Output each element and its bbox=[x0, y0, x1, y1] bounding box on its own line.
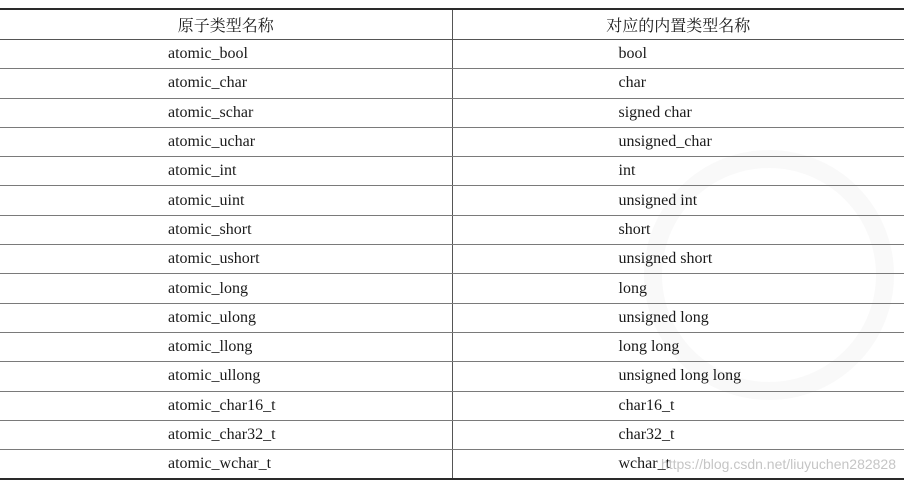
builtin-type-cell: char16_t bbox=[452, 391, 904, 420]
builtin-type-cell: char32_t bbox=[452, 420, 904, 449]
builtin-type-cell: unsigned long long bbox=[452, 362, 904, 391]
header-atomic-type-name: 原子类型名称 bbox=[0, 9, 452, 40]
builtin-type-cell: signed char bbox=[452, 98, 904, 127]
builtin-type-cell: long long bbox=[452, 332, 904, 361]
builtin-type-cell: wchar_t bbox=[452, 450, 904, 480]
atomic-type-cell: atomic_ulong bbox=[0, 303, 452, 332]
atomic-type-cell: atomic_char32_t bbox=[0, 420, 452, 449]
atomic-types-table-container bbox=[0, 8, 904, 480]
table-row bbox=[0, 157, 904, 186]
table-row bbox=[0, 69, 904, 98]
atomic-types-table bbox=[0, 8, 904, 480]
table-row bbox=[0, 332, 904, 361]
table-row bbox=[0, 127, 904, 156]
builtin-type-cell: unsigned long bbox=[452, 303, 904, 332]
atomic-type-cell: atomic_uchar bbox=[0, 127, 452, 156]
atomic-type-cell: atomic_ullong bbox=[0, 362, 452, 391]
table-row bbox=[0, 391, 904, 420]
builtin-type-cell: unsigned int bbox=[452, 186, 904, 215]
table-row bbox=[0, 303, 904, 332]
atomic-type-cell: atomic_short bbox=[0, 215, 452, 244]
table-row bbox=[0, 245, 904, 274]
builtin-type-cell: short bbox=[452, 215, 904, 244]
atomic-type-cell: atomic_uint bbox=[0, 186, 452, 215]
atomic-type-cell: atomic_char bbox=[0, 69, 452, 98]
builtin-type-cell: char bbox=[452, 69, 904, 98]
atomic-type-cell: atomic_bool bbox=[0, 40, 452, 69]
builtin-type-cell: unsigned_char bbox=[452, 127, 904, 156]
csdn-watermark-text: https://blog.csdn.net/liuyuchen282828 bbox=[660, 456, 896, 472]
table-row bbox=[0, 420, 904, 449]
atomic-type-cell: atomic_long bbox=[0, 274, 452, 303]
builtin-type-cell: bool bbox=[452, 40, 904, 69]
builtin-type-cell: long bbox=[452, 274, 904, 303]
table-row bbox=[0, 274, 904, 303]
table-row bbox=[0, 450, 904, 480]
table-row bbox=[0, 362, 904, 391]
table-header-row bbox=[0, 9, 904, 40]
atomic-type-cell: atomic_ushort bbox=[0, 245, 452, 274]
table-row bbox=[0, 215, 904, 244]
builtin-type-cell: unsigned short bbox=[452, 245, 904, 274]
header-builtin-type-name: 对应的内置类型名称 bbox=[452, 9, 904, 40]
atomic-type-cell: atomic_wchar_t bbox=[0, 450, 452, 480]
table-row bbox=[0, 98, 904, 127]
atomic-type-cell: atomic_int bbox=[0, 157, 452, 186]
table-row bbox=[0, 40, 904, 69]
atomic-type-cell: atomic_char16_t bbox=[0, 391, 452, 420]
atomic-type-cell: atomic_schar bbox=[0, 98, 452, 127]
atomic-type-cell: atomic_llong bbox=[0, 332, 452, 361]
builtin-type-cell: int bbox=[452, 157, 904, 186]
table-row bbox=[0, 186, 904, 215]
